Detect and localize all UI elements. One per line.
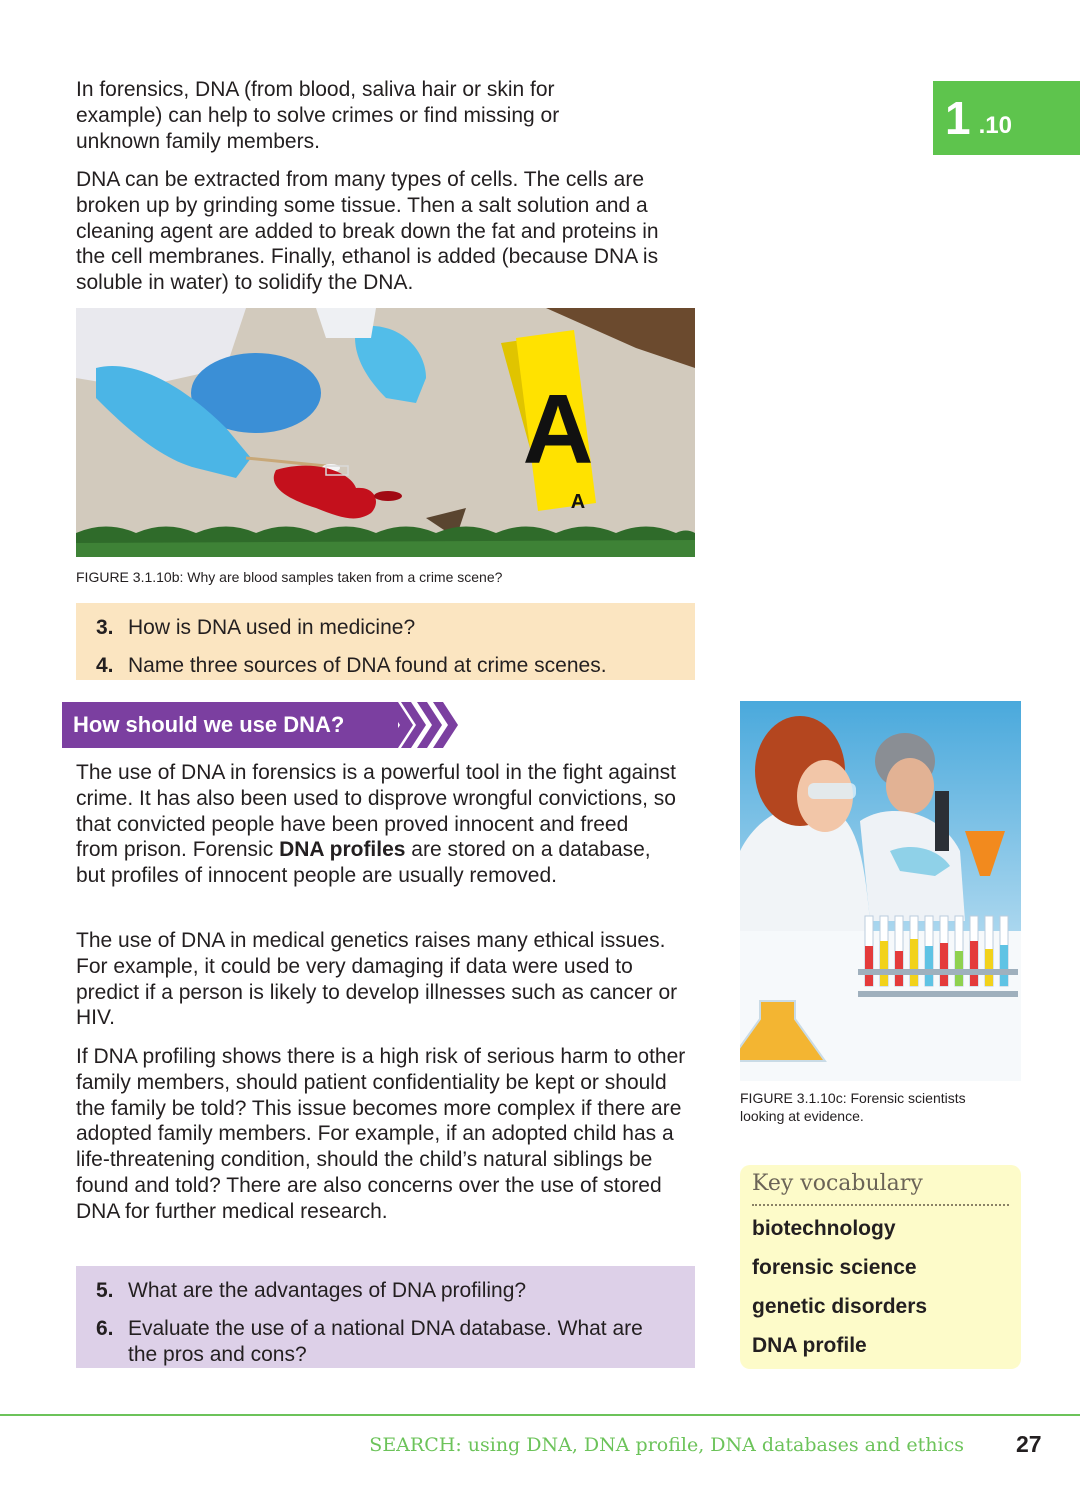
crime-scene-photo — [76, 308, 695, 557]
question-text: What are the advantages of DNA profiling? — [128, 1279, 527, 1302]
scientists-photo — [740, 701, 1021, 1081]
vocab-item: forensic science — [752, 1256, 917, 1279]
footer-divider — [0, 1414, 1080, 1416]
question-item — [96, 1278, 695, 1304]
question-number: 6. — [96, 1317, 114, 1340]
body-paragraph-3: If DNA profiling shows there is a high risk of serious harm to other family members, should patient confidentiality be kept or should the family be told? This issue becomes more complex if there are adopted family members. For example, if an adopted child has a life-threatening condition, should the child’s natural siblings be found and told? There are also concerns over the use of stored DNA for further medical research. — [76, 1045, 686, 1223]
key-vocabulary-box — [740, 1165, 1021, 1369]
section-number-badge — [933, 81, 1080, 155]
question-item — [96, 1316, 656, 1368]
figure-c-caption: FIGURE 3.1.10c: Forensic scientists looking at evidence. — [740, 1090, 966, 1124]
body-p1-text-a: The use of DNA in forensics is a powerful tool in the fight against crime. It has also been used to disprove wrongful convictions, so that convicted people have been proved innocent and freed from prison. Forensic — [76, 761, 676, 862]
question-number: 3. — [96, 616, 114, 639]
question-text: How is DNA used in medicine? — [128, 616, 416, 639]
lab-illustration — [740, 701, 1021, 1081]
evidence-marker-letter: A — [522, 374, 594, 484]
body-paragraph-1 — [76, 760, 676, 889]
intro-paragraph-1: In forensics, DNA (from blood, saliva hair or skin for example) can help to solve crimes or find missing or unknown family members. — [76, 78, 560, 153]
questions-box-2 — [76, 1266, 695, 1368]
figure-b-caption: FIGURE 3.1.10b: Why are blood samples taken from a crime scene? — [76, 569, 503, 585]
question-number: 4. — [96, 654, 114, 677]
evidence-marker-small-letter: A — [570, 491, 586, 513]
key-vocabulary-title: Key vocabulary — [752, 1171, 1009, 1206]
question-item — [96, 615, 695, 641]
section-major: 1 — [945, 92, 971, 144]
question-text: Name three sources of DNA found at crime scenes. — [128, 654, 607, 677]
section-minor: .10 — [978, 112, 1012, 139]
vocab-item: biotechnology — [752, 1217, 896, 1240]
body-p1-text-b: are stored on a database, but profiles of innocent people are usually removed. — [76, 838, 651, 888]
body-paragraph-2: The use of DNA in medical genetics raises many ethical issues. For example, it could be very damaging if data were used to predict if a person is likely to develop illnesses such as cancer or HIV. — [76, 929, 678, 1030]
questions-box-1 — [76, 603, 695, 680]
chevrons-icon — [385, 702, 460, 748]
footer-search-terms: SEARCH: using DNA, DNA profile, DNA databases and ethics — [369, 1434, 964, 1456]
keyword-dna-profiles: DNA profiles — [279, 838, 406, 862]
crime-scene-illustration — [76, 308, 695, 557]
vocab-item: DNA profile — [752, 1334, 867, 1357]
question-text: Evaluate the use of a national DNA database. What are the pros and cons? — [128, 1317, 643, 1366]
question-number: 5. — [96, 1279, 114, 1302]
intro-paragraph-2: DNA can be extracted from many types of cells. The cells are broken up by grinding some tissue. Then a salt solution and a cleaning agent are added to break down the fat and proteins in the cell membranes. Finally, ethanol is added (because DNA is soluble in water) to solidify the DNA. — [76, 168, 659, 295]
page-number: 27 — [1016, 1431, 1042, 1457]
section-heading: How should we use DNA? — [62, 702, 398, 748]
question-item — [96, 653, 695, 679]
vocab-item: genetic disorders — [752, 1295, 928, 1318]
